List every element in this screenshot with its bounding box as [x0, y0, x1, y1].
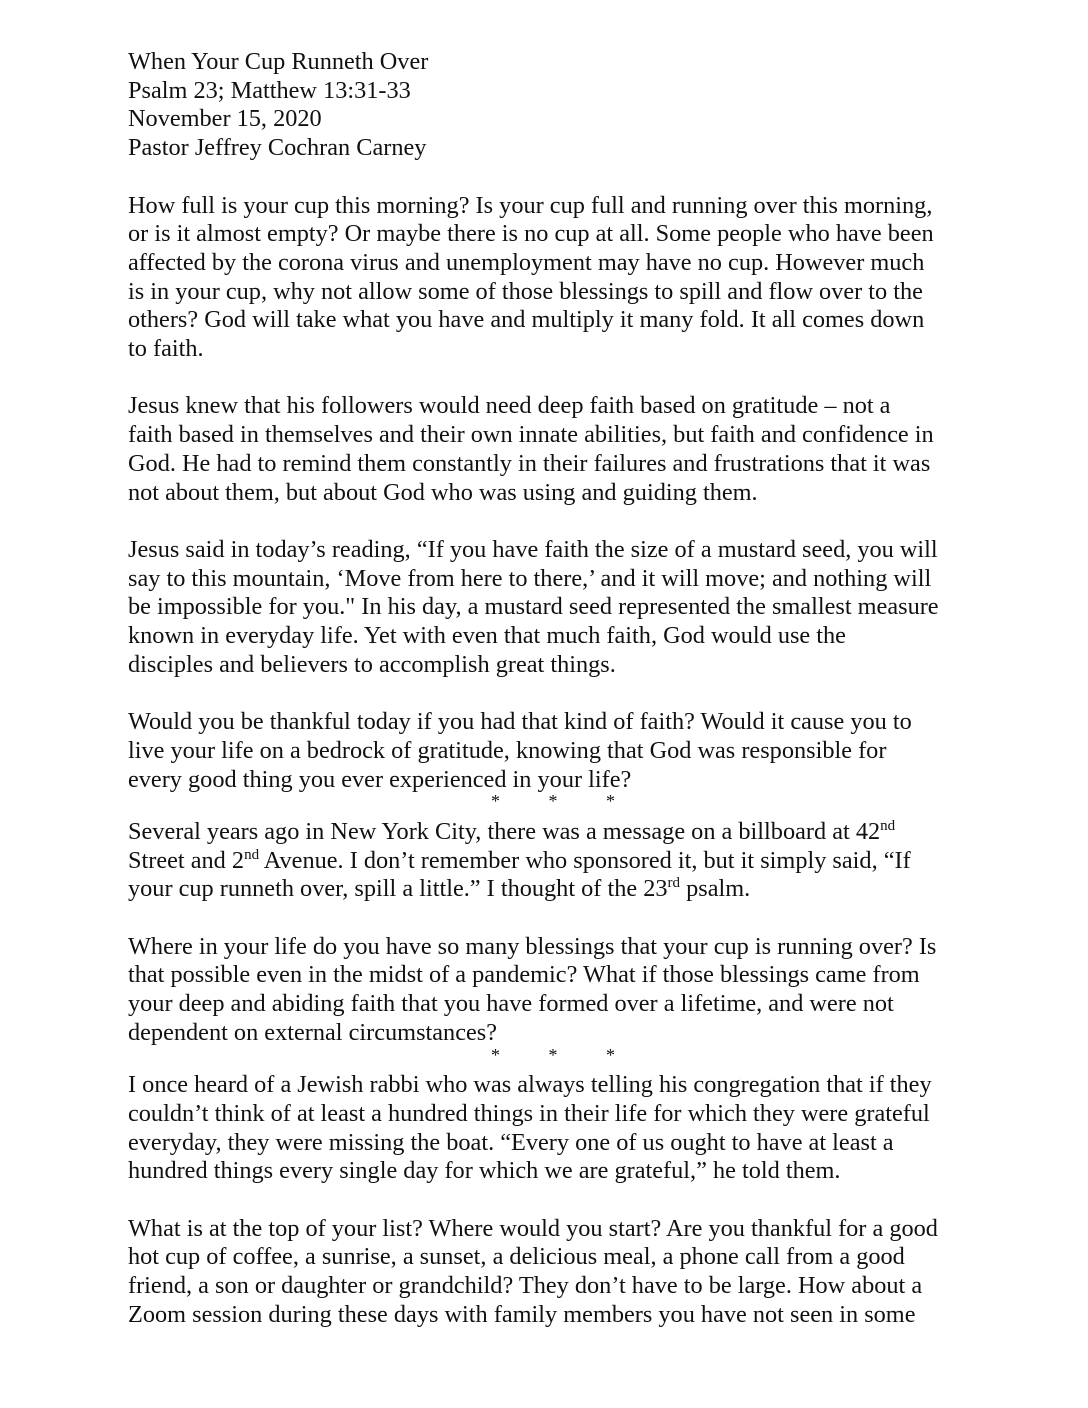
sermon-header: [128, 48, 978, 163]
paragraph-5: [128, 818, 978, 904]
sermon-author: Pastor Jeffrey Cochran Carney: [128, 134, 427, 162]
superscript-rd: rd: [667, 875, 681, 892]
paragraph-5-part-b: Street and 2: [128, 846, 245, 874]
paragraph-3: Jesus said in today’s reading, “If you have faith the size of a mustard seed, you will say to this mountain, ‘Move from here to there,’ and it will move; and nothing will be impossible for you." In his day, a mustard seed represented the smallest measure known in everyday life. Yet with even that much faith, God would use the disciples and believers to accomplish great things.: [128, 535, 939, 678]
sermon-date: November 15, 2020: [128, 105, 322, 133]
paragraph-5-part-c: Avenue. I don’t remember who sponsored it, but it simply said, “If your cup runneth over, spill a little.” I thought of the 23: [128, 846, 911, 903]
scripture-reference: Psalm 23; Matthew 13:31-33: [128, 76, 411, 104]
paragraph-2: Jesus knew that his followers would need deep faith based on gratitude – not a faith based in themselves and their own innate abilities, but faith and confidence in God. He had to remind them constantly in their failures and frustrations that it was not about them, but about God who was using and guiding them.: [128, 392, 934, 506]
paragraph-6: Where in your life do you have so many blessings that your cup is running over? Is that possible even in the midst of a pandemic? What if those blessings came from your deep and abiding faith that you have formed over a lifetime, and were not dependent on external circumstances?: [128, 932, 937, 1046]
paragraph-4: Would you be thankful today if you had that kind of faith? Would it cause you to live your life on a bedrock of gratitude, knowing that God was responsible for every good thing you ever experienced in your life?: [128, 708, 912, 793]
paragraph-5-part-d: psalm.: [680, 875, 751, 903]
superscript-nd: nd: [244, 846, 260, 863]
document-page: [128, 48, 978, 1358]
section-separator: * * *: [491, 1044, 637, 1065]
sermon-title: When Your Cup Runneth Over: [128, 48, 429, 75]
paragraph-1: How full is your cup this morning? Is your cup full and running over this morning, or is it almost empty? Or maybe there is no cup at all. Some people who have been affected by the corona virus and unemployment may have no cup. However much is in your cup, why not allow some of those blessings to spill and flow over to the others? God will take what you have and multiply it many fold. It all comes down to faith.: [128, 191, 934, 363]
paragraph-8: What is at the top of your list? Where would you start? Are you thankful for a good hot cup of coffee, a sunrise, a sunset, a delicious meal, a phone call from a good friend, a son or daughter or grandchild? They don’t have to be large. How about a Zoom session during these days with family members you have not seen in some: [128, 1214, 938, 1328]
paragraph-5-part-a: Several years ago in New York City, there was a message on a billboard at 42: [128, 817, 881, 845]
section-separator: * * *: [491, 791, 637, 812]
paragraph-7: I once heard of a Jewish rabbi who was always telling his congregation that if they couldn’t think of at least a hundred things in their life for which they were grateful everyday, they were missing the boat. “Every one of us ought to have at least a hundred things every single day for which we are grateful,” he told them.: [128, 1071, 932, 1185]
superscript-nd: nd: [880, 817, 896, 834]
